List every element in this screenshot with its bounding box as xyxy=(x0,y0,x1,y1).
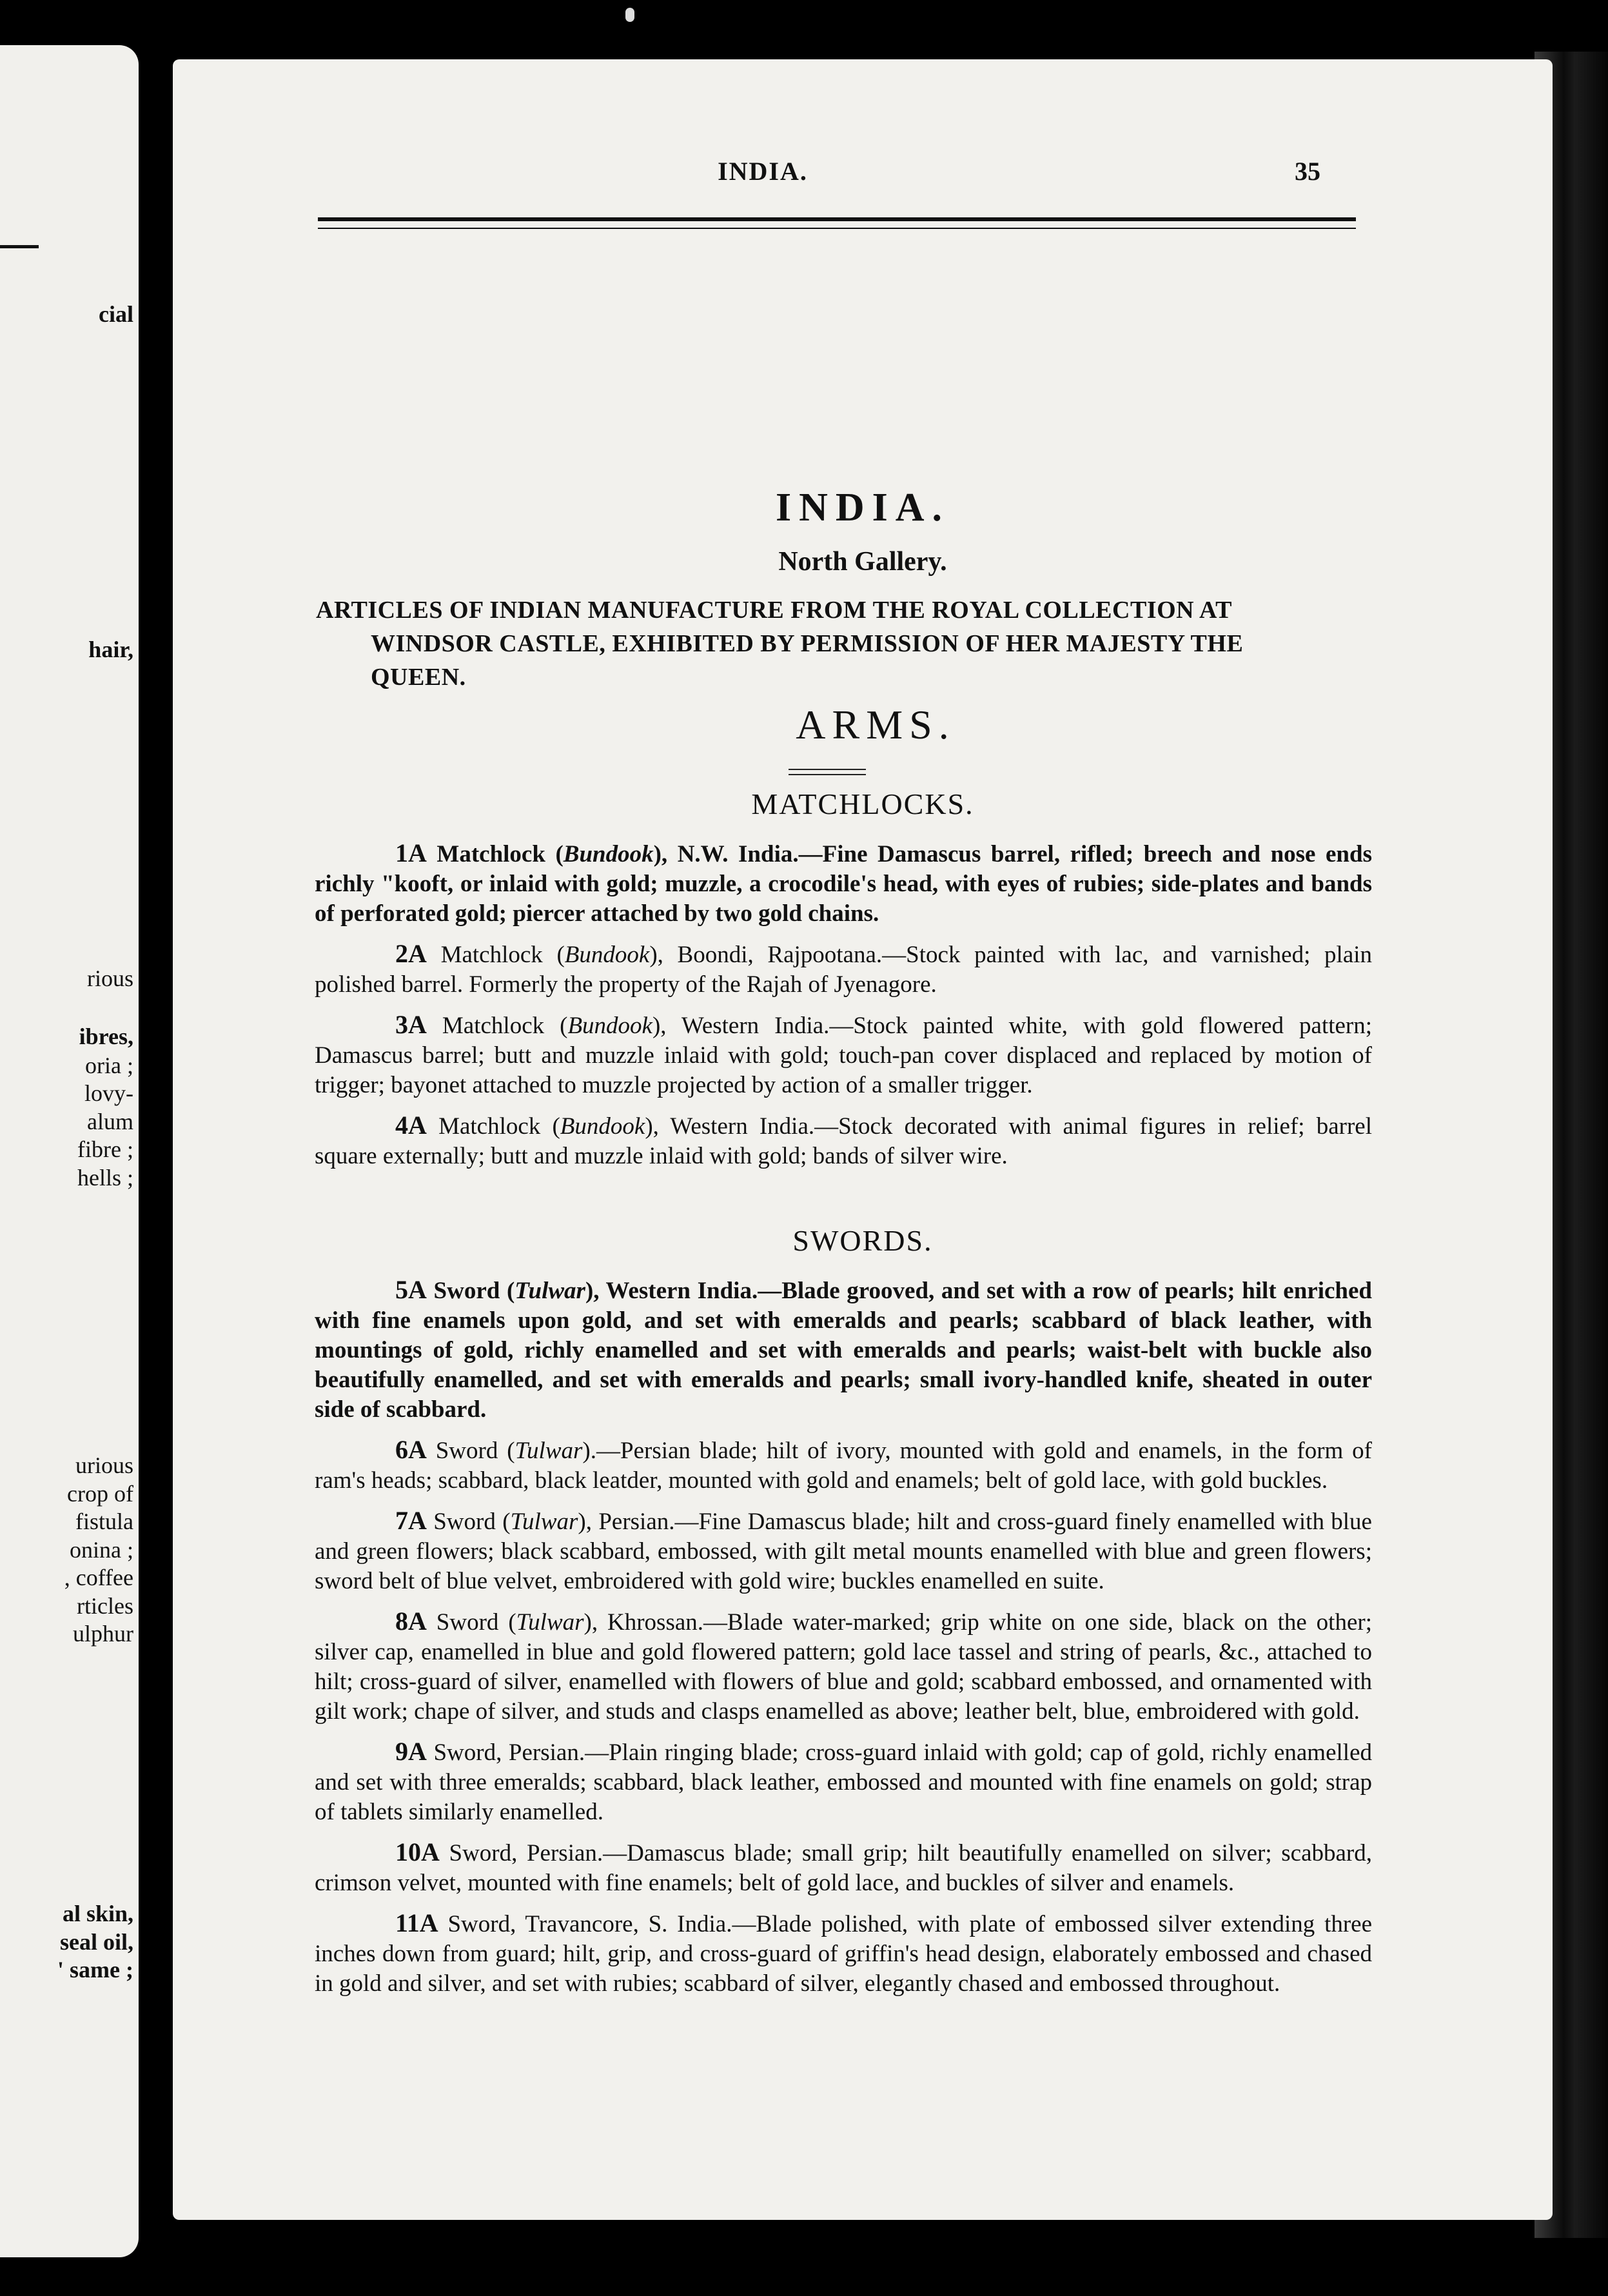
section-title: INDIA. xyxy=(775,486,950,529)
entry-native-name: Tulwar xyxy=(516,1609,584,1636)
facing-page-fragment: ulphur xyxy=(73,1621,133,1647)
entry-native-name: Bundook xyxy=(560,1113,645,1140)
entry-description: ), N.W. India.—Fine Damascus barrel, rifled; breech and nose ends richly "kooft, or inlaid with gold; muzzle, a crocodile's head, with eyes of rubies; side-plates and bands of perforated gold; piercer attached by two gold chains. xyxy=(315,841,1372,927)
facing-page-fragment: seal oil, xyxy=(60,1929,133,1955)
entry-native-name: Bundook xyxy=(564,942,650,968)
running-head: INDIA. xyxy=(718,157,808,186)
entry-name: Sword ( xyxy=(433,1509,511,1535)
entry-number: 6A xyxy=(395,1435,427,1464)
entry-native-name: Tulwar xyxy=(510,1509,578,1535)
facing-page-fragment: ibres, xyxy=(79,1024,133,1049)
catalogue-entry xyxy=(315,1607,1372,1727)
facing-page-fragment: alum xyxy=(87,1109,133,1134)
facing-page-fragment: fistula xyxy=(75,1509,133,1534)
entry-number: 8A xyxy=(395,1607,427,1636)
entry-name: Sword ( xyxy=(433,1278,515,1304)
entry-number: 7A xyxy=(395,1506,427,1535)
catalogue-entry xyxy=(315,1506,1372,1596)
facing-page-rule xyxy=(0,245,39,248)
entry-name: Matchlock ( xyxy=(440,942,565,968)
entry-name: Matchlock ( xyxy=(442,1013,568,1039)
entry-name: Sword, Travancore, S. India. xyxy=(447,1911,732,1937)
facing-page-fragment: crop of xyxy=(67,1481,133,1507)
entry-description: ), Western India.—Stock painted white, with gold flowered pattern; Damascus barrel; butt and muzzle inlaid with gold; touch-pan cover displaced and replaced by motion of trigger; bayonet attached to muzzle projected by action of a smaller trigger. xyxy=(315,1013,1373,1098)
catalogue-entry xyxy=(315,1837,1372,1898)
facing-page-fragment: onina ; xyxy=(70,1537,133,1563)
entry-description: ), Western India.—Stock decorated with animal figures in relief; barrel square externally; butt and muzzle inlaid with gold; bands of silver wire. xyxy=(315,1113,1372,1169)
catalogue-entry xyxy=(315,1908,1372,1999)
arms-heading: ARMS. xyxy=(796,702,956,747)
entry-description: —Damascus blade; small grip; hilt beautifully enamelled on silver; scabbard, crimson velvet, mounted with fine enamels; belt of gold lace, and buckles of silver and enamels. xyxy=(315,1840,1372,1896)
entry-native-name: Tulwar xyxy=(515,1278,585,1304)
entry-number: 11A xyxy=(395,1908,438,1937)
header-rule xyxy=(318,217,1356,229)
matchlocks-list xyxy=(315,838,1372,1182)
matchlocks-heading: MATCHLOCKS. xyxy=(751,787,974,820)
entry-number: 5A xyxy=(395,1275,427,1304)
facing-page-fragment: hair, xyxy=(88,637,133,662)
facing-page-fragment: ' same ; xyxy=(57,1957,133,1983)
entry-name: Matchlock ( xyxy=(436,841,564,867)
facing-page-fragment: hells ; xyxy=(77,1165,133,1191)
entry-description: ), Persian.—Fine Damascus blade; hilt and cross-guard finely enamelled with blue and green flowers; black scabbard, embossed, with gilt metal mounts enamelled with blue and green flowers; sword belt of blue velvet, embroidered with gold wire; buckles enamelled en suite. xyxy=(315,1509,1372,1594)
facing-page-fragment: rious xyxy=(87,965,133,991)
entry-number: 3A xyxy=(395,1010,427,1039)
catalogue-entry xyxy=(315,1435,1372,1496)
page-number: 35 xyxy=(1295,157,1320,186)
swords-list xyxy=(315,1275,1372,2009)
facing-page-fragment: oria ; xyxy=(85,1053,133,1078)
gallery-subtitle: North Gallery. xyxy=(778,547,947,577)
entry-name: Sword ( xyxy=(436,1609,516,1636)
ornamental-rule xyxy=(789,769,866,775)
entry-number: 1A xyxy=(395,838,427,867)
entry-description: ), Western India.—Blade grooved, and set with a row of pearls; hilt enriched with fine enamels upon gold, and set with emeralds and pearls; scabbard of black leather, with mountings of gold, richly enamelled and set with emeralds and pearls; waist-belt with buckle also beautifully enamelled, and set with emeralds and pearls; small ivory-handled knife, sheated in outer side of scabbard. xyxy=(315,1278,1372,1423)
entry-name: Matchlock ( xyxy=(438,1113,560,1140)
facing-page-fragment: urious xyxy=(75,1452,133,1478)
entry-description: —Blade polished, with plate of embossed silver extending three inches down from guard; hilt, grip, and cross-guard of griffin's head design, elaborately embossed and chased in gold and silver, and set with rubies; scabbard of silver, elegantly chased and embossed throughout. xyxy=(315,1911,1373,1997)
catalogue-entry xyxy=(315,939,1372,1000)
catalogue-entry xyxy=(315,1111,1372,1171)
entry-name: Sword, Persian. xyxy=(449,1840,603,1866)
facing-page-fragment: al skin, xyxy=(62,1901,133,1926)
entry-name: Sword ( xyxy=(435,1438,515,1464)
entry-description: ), Khrossan.—Blade water-marked; grip white on one side, black on the other; silver cap, enamelled in blue and gold flowered pattern; gold lace tassel and string of pearls, &c., attached to hilt; cross-guard of silver, enamelled with flowers of blue and gold; scabbard embossed, and ornamented with gilt work; chape of silver, and studs and clasps enamelled as above; leather belt, blue, embroidered with gold. xyxy=(315,1609,1372,1725)
entry-number: 4A xyxy=(395,1111,427,1140)
intro-line: WINDSOR CASTLE, EXHIBITED BY PERMISSION OF HER MAJESTY THE xyxy=(371,630,1244,657)
facing-page xyxy=(0,45,139,2257)
entry-native-name: Tulwar xyxy=(515,1438,583,1464)
entry-native-name: Bundook xyxy=(563,841,654,867)
facing-page-fragment: , coffee xyxy=(64,1565,133,1590)
intro-line: QUEEN. xyxy=(371,664,466,691)
entry-number: 9A xyxy=(395,1737,427,1766)
entry-name: Sword, Persian. xyxy=(433,1739,585,1766)
entry-number: 2A xyxy=(395,939,427,968)
entry-native-name: Bundook xyxy=(567,1013,652,1039)
facing-page-fragment: cial xyxy=(99,301,133,327)
catalogue-entry xyxy=(315,1010,1372,1100)
swords-heading: SWORDS. xyxy=(792,1224,933,1257)
facing-page-fragment: rticles xyxy=(77,1593,133,1619)
collection-intro xyxy=(316,593,1367,694)
intro-line: ARTICLES OF INDIAN MANUFACTURE FROM THE ROYAL COLLECTION AT xyxy=(316,597,1232,624)
facing-page-fragment: fibre ; xyxy=(77,1136,133,1162)
facing-page-fragment: lovy- xyxy=(84,1080,133,1106)
catalogue-entry xyxy=(315,1737,1372,1827)
catalogue-entry xyxy=(315,838,1372,929)
page-edge-ornament xyxy=(625,8,634,22)
catalogue-entry xyxy=(315,1275,1372,1425)
entry-description: ).—Persian blade; hilt of ivory, mounted with gold and enamels, in the form of ram's heads; scabbard, black leatder, mounted with gold and enamels; belt of gold lace, with gold buckles. xyxy=(315,1438,1372,1494)
entry-description: —Plain ringing blade; cross-guard inlaid with gold; cap of gold, richly enamelled and set with three emeralds; scabbard, black leather, embossed and mounted with fine enamels on gold; strap of tablets similarly enamelled. xyxy=(315,1739,1372,1825)
entry-number: 10A xyxy=(395,1837,440,1866)
entry-description: ), Boondi, Rajpootana.—Stock painted with lac, and varnished; plain polished barrel. Formerly the property of the Rajah of Jyenagore. xyxy=(315,942,1373,998)
book-page xyxy=(173,59,1553,2220)
